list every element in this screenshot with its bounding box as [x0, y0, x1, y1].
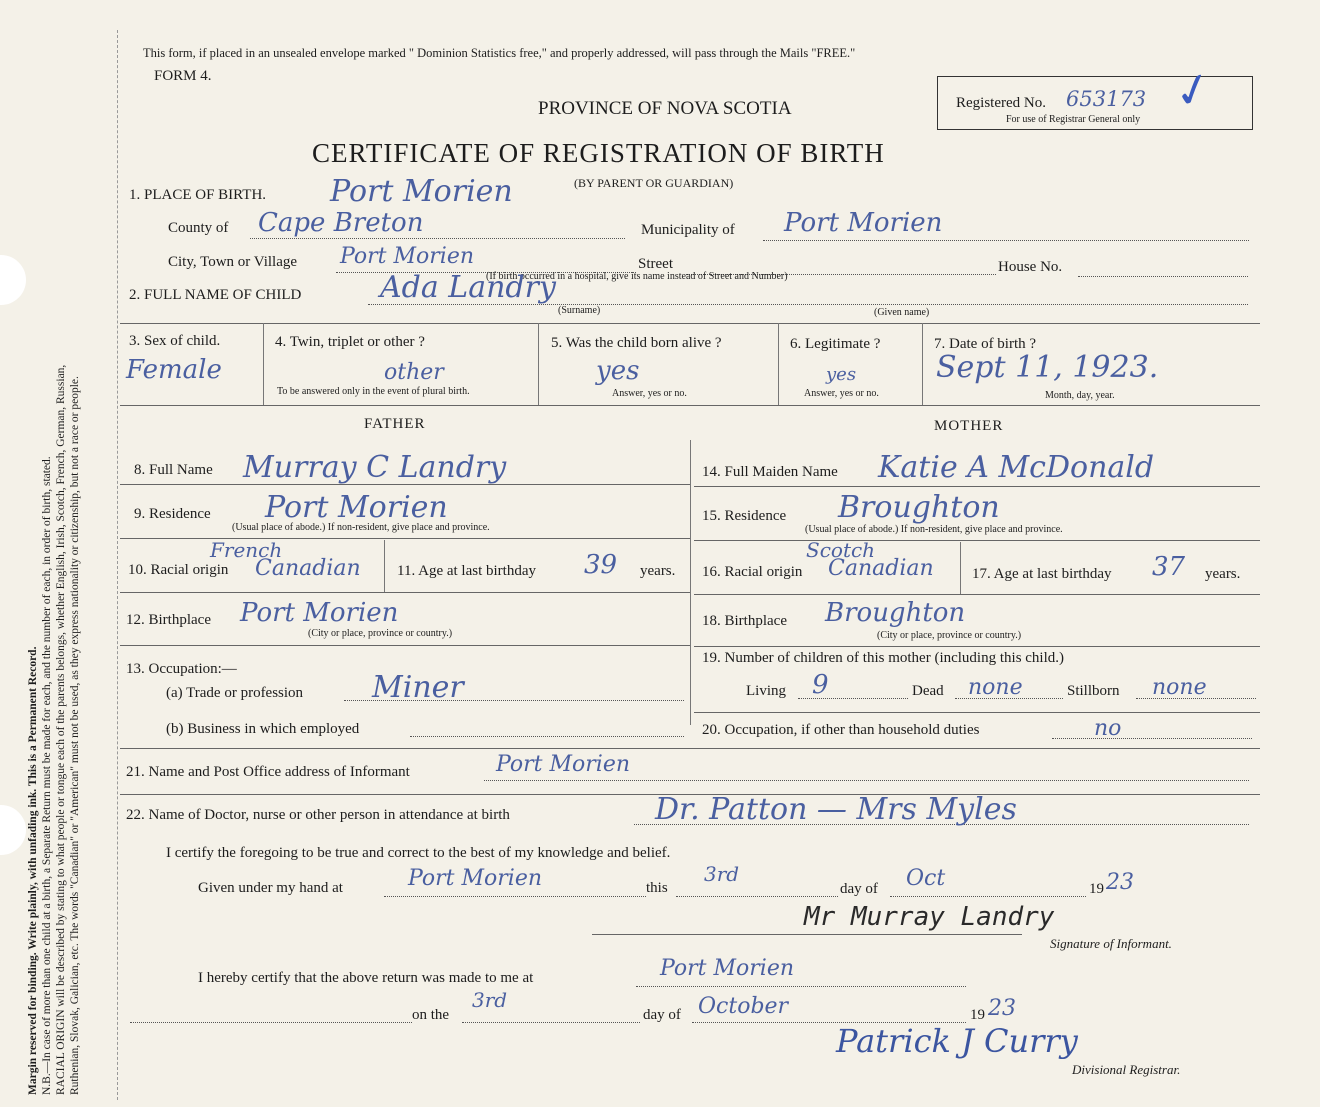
mother-residence-label: 15. Residence — [702, 508, 787, 524]
year2-value: 23 — [988, 996, 1016, 1021]
county-value: Cape Breton — [258, 208, 424, 238]
this-day-value: 3rd — [704, 862, 740, 886]
informant-signature-label: Signature of Informant. — [1050, 936, 1172, 951]
divider — [120, 323, 1260, 324]
place-of-birth-label: 1. PLACE OF BIRTH. — [129, 187, 267, 203]
alive-label: 5. Was the child born alive ? — [551, 335, 722, 351]
mother-race-value: Canadian — [828, 556, 934, 581]
day-of-label: day of — [840, 881, 878, 897]
living-label: Living — [746, 683, 786, 699]
stillborn-label: Stillborn — [1067, 683, 1120, 699]
mother-race-annotation: Scotch — [806, 538, 876, 562]
municipality-label: Municipality of — [641, 222, 735, 238]
sex-label: 3. Sex of child. — [129, 333, 221, 349]
mother-city-note: (City or place, province or country.) — [877, 630, 1022, 641]
informant-signature: Mr Murray Landry — [804, 902, 1055, 932]
month2-value: October — [698, 994, 789, 1019]
given-place-value: Port Morien — [408, 866, 543, 891]
mother-birthplace-value: Broughton — [825, 598, 966, 628]
municipality-value: Port Morien — [784, 208, 943, 238]
dead-value: none — [968, 675, 1023, 700]
legitimate-label: 6. Legitimate ? — [790, 336, 881, 352]
child-name-value: Ada Landry — [380, 270, 556, 305]
place-of-birth-value: Port Morien — [330, 174, 513, 209]
hospital-note: (If birth occurred in a hospital, give its name instead of Street and Number) — [486, 271, 788, 282]
father-name-label: 8. Full Name — [134, 462, 213, 478]
margin-line-4: Ruthenian, Slovak, Galician, etc. The words "Canadian" or "American" must not be used, as they express nationality or citizenship, but not a race or people. — [69, 376, 81, 1095]
year-prefix: 19 — [1089, 881, 1104, 897]
registered-label: Registered No. — [956, 95, 1046, 111]
twin-note: To be answered only in the event of plural birth. — [277, 386, 470, 397]
father-residence-label: 9. Residence — [134, 506, 211, 522]
punch-hole — [0, 805, 26, 855]
on-the-label: on the — [412, 1007, 450, 1023]
dob-note: Month, day, year. — [1045, 390, 1115, 401]
province-heading: PROVINCE OF NOVA SCOTIA — [538, 98, 792, 119]
city-label: City, Town or Village — [168, 254, 298, 270]
registered-number: 653173 — [1066, 87, 1147, 111]
mail-note: This form, if placed in an unsealed envelope marked " Dominion Statistics free," and properly addressed, will pass through the Mails "FREE." — [143, 46, 856, 60]
surname-note: (Surname) — [558, 305, 601, 316]
father-residence-value: Port Morien — [265, 490, 448, 525]
street-label: Street — [638, 256, 673, 272]
mother-race-label: 16. Racial origin — [702, 564, 803, 580]
on-day-value: 3rd — [472, 988, 508, 1012]
father-name-value: Murray C Landry — [243, 450, 507, 485]
father-birthplace-value: Port Morien — [240, 598, 399, 628]
day-of-label-2: day of — [643, 1007, 681, 1023]
legitimate-note: Answer, yes or no. — [804, 388, 879, 399]
mother-birthplace-label: 18. Birthplace — [702, 613, 787, 629]
city-value: Port Morien — [340, 244, 475, 269]
registrar-place-value: Port Morien — [660, 956, 795, 981]
alive-note: Answer, yes or no. — [612, 388, 687, 399]
sex-value: Female — [126, 355, 222, 385]
twin-label: 4. Twin, triplet or other ? — [275, 334, 425, 350]
father-abode-note: (Usual place of abode.) If non-resident, give place and province. — [232, 522, 490, 533]
business-label: (b) Business in which employed — [166, 721, 360, 737]
children-label: 19. Number of children of this mother (including this child.) — [702, 650, 1065, 666]
alive-value: yes — [596, 356, 640, 386]
doctor-label: 22. Name of Doctor, nurse or other person in attendance at birth — [126, 807, 510, 823]
mother-heading: MOTHER — [934, 418, 1004, 434]
father-birthplace-label: 12. Birthplace — [126, 612, 211, 628]
mother-occupation-label: 20. Occupation, if other than household duties — [702, 722, 980, 738]
dob-value: Sept 11, 1923. — [936, 350, 1159, 385]
twin-value: other — [384, 360, 444, 385]
margin-line-1: Margin reserved for binding. Write plainly, with unfading ink. This is a Permanent Record. — [27, 646, 39, 1095]
mother-residence-value: Broughton — [838, 490, 1000, 525]
father-race-value: Canadian — [255, 556, 361, 581]
punch-hole — [0, 255, 26, 305]
mother-name-label: 14. Full Maiden Name — [702, 464, 838, 480]
living-value: 9 — [812, 670, 829, 700]
check-mark-icon: ✓ — [1168, 60, 1219, 121]
trade-value: Miner — [372, 670, 464, 705]
father-city-note: (City or place, province or country.) — [308, 628, 453, 639]
given-name-note: (Given name) — [874, 307, 930, 318]
mother-age-value: 37 — [1152, 552, 1186, 582]
mother-name-value: Katie A McDonald — [878, 450, 1155, 485]
father-age-label: 11. Age at last birthday — [397, 563, 536, 579]
informant-value: Port Morien — [496, 752, 631, 777]
mother-years-label: years. — [1205, 566, 1241, 582]
house-label: House No. — [998, 259, 1063, 275]
dead-label: Dead — [912, 683, 944, 699]
legitimate-value: yes — [826, 364, 857, 385]
dob-label: 7. Date of birth ? — [934, 336, 1037, 352]
registrar-signature-label: Divisional Registrar. — [1072, 1062, 1181, 1077]
form-number: FORM 4. — [154, 68, 212, 84]
year2-prefix: 19 — [970, 1007, 985, 1023]
child-name-label: 2. FULL NAME OF CHILD — [129, 287, 302, 303]
mother-abode-note: (Usual place of abode.) If non-resident, give place and province. — [805, 524, 1063, 535]
trade-label: (a) Trade or profession — [166, 685, 304, 701]
margin-instructions — [26, 0, 82, 1095]
informant-label: 21. Name and Post Office address of Informant — [126, 764, 410, 780]
stillborn-value: none — [1152, 675, 1207, 700]
registrar-signature: Patrick J Curry — [836, 1022, 1078, 1060]
page-title: CERTIFICATE OF REGISTRATION OF BIRTH — [312, 138, 885, 168]
doctor-value: Dr. Patton — Mrs Myles — [655, 792, 1017, 827]
column-divider — [690, 440, 691, 725]
father-heading: FATHER — [364, 416, 426, 432]
year-value: 23 — [1106, 870, 1134, 895]
certify-text: I certify the foregoing to be true and correct to the best of my knowledge and belief. — [166, 845, 671, 861]
occupation-label: 13. Occupation:— — [126, 661, 237, 677]
subtitle: (BY PARENT OR GUARDIAN) — [574, 176, 734, 190]
father-race-annotation: French — [210, 538, 283, 562]
month-value: Oct — [906, 866, 946, 891]
mother-age-label: 17. Age at last birthday — [972, 566, 1112, 582]
mother-occupation-value: no — [1094, 716, 1122, 741]
divider — [120, 405, 1260, 406]
this-label: this — [646, 880, 668, 896]
registrar-cert-text: I hereby certify that the above return was made to me at — [198, 970, 534, 986]
father-years-label: years. — [640, 563, 676, 579]
father-race-label: 10. Racial origin — [128, 562, 229, 578]
county-label: County of — [168, 220, 229, 236]
registrar-note: For use of Registrar General only — [1006, 114, 1141, 125]
father-age-value: 39 — [584, 550, 618, 580]
margin-line-3: RACIAL ORIGIN will be described by stating to what people or tongue each of the parents belongs, whether English, Irish, Scotch, French, German, Russian, — [55, 364, 67, 1095]
given-label: Given under my hand at — [198, 880, 343, 896]
registrar-box — [937, 60, 1253, 130]
margin-line-2: N.B.—In case of more than one child at a birth, a Separate Return must be made for each, and the number of each, in order of birth, stated. — [41, 456, 53, 1095]
binding-margin-line — [117, 30, 118, 1100]
